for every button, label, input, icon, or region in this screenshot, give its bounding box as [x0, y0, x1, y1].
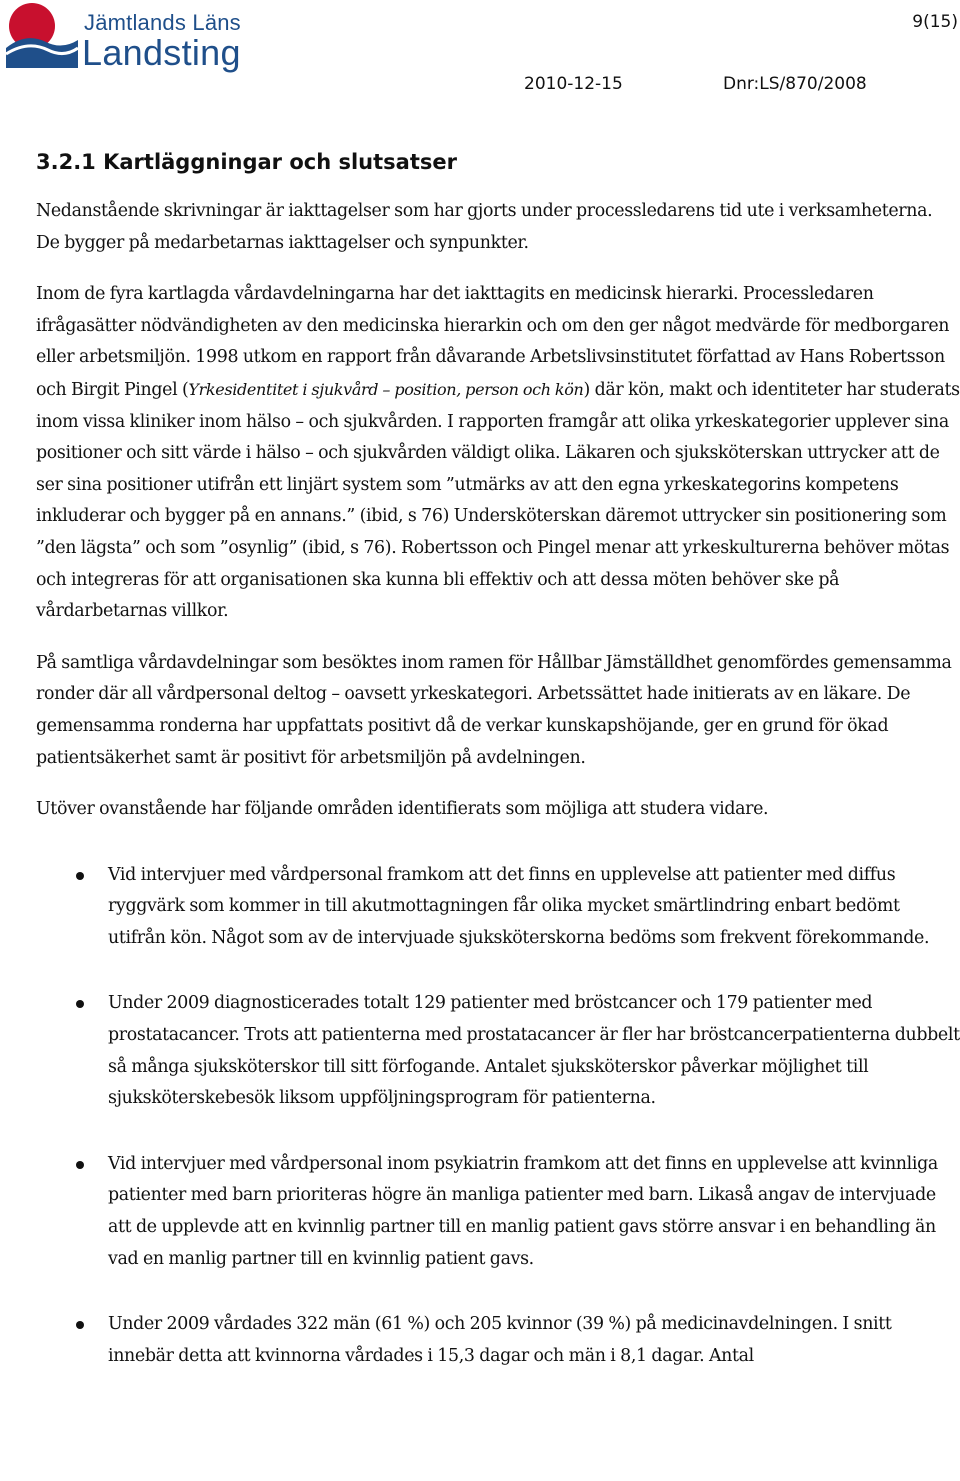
list-item [36, 988, 960, 1114]
document-reference: Dnr:LS/870/2008 [723, 74, 867, 94]
bullet-icon [76, 1161, 84, 1169]
list-item [36, 1149, 960, 1275]
logo-text-line1: Jämtlands Läns [84, 10, 241, 35]
report-title-italic: Yrkesidentitet i sjukvård – position, person och kön [188, 379, 584, 399]
paragraph-intro: Nedanstående skrivningar är iakttagelser som har gjorts under processledarens tid ute i verksamheterna. De bygger på medarbetarnas iakttagelser och synpunkter. [36, 201, 933, 253]
list-item-text: Vid intervjuer med vårdpersonal inom psykiatrin framkom att det finns en upplevelse att kvinnliga patienter med barn prioriteras högre än manliga patienter med barn. Likaså angav de intervjuade att de upplevde att en kvinnlig partner till en manlig patient gavs större ansvar i en behandling än vad en manlig partner till en kvinnlig patient gavs. [108, 1153, 938, 1269]
paragraph-hierarchy-text-after: ) där kön, makt och identiteter har studerats inom vissa kliniker inom hälso – och sjukvården. I rapporten framgår att olika yrkeskategorier upplever sina positioner och sitt värde i hälso – och sjukvården väldigt olika. Läkaren och sjuksköterskan uttrycker att de ser sina positioner utifrån ett linjärt system som ”utmärks av att den egna yrkeskategorins kompetens inkluderar och bygger på en annans.” (ibid, s 76) Undersköterskan däremot uttrycker sin positionering som ”den lägsta” och som ”osynlig” (ibid, s 76). Robertsson och Pingel menar att yrkeskulturerna behöver mötas och integreras för att organisationen ska kunna bli effektiv och att dessa möten behöver ske på vårdarbetarnas villkor. [36, 379, 960, 622]
logo-mark-icon [6, 2, 78, 68]
page-header [0, 0, 960, 110]
landsting-logo [6, 2, 246, 72]
findings-list [36, 860, 960, 1373]
paragraph-rounds: På samtliga vårdavdelningar som besöktes inom ramen för Hållbar Jämställdhet genomfördes gemensamma ronder där all vårdpersonal deltog – oavsett yrkeskategori. Arbetssättet hade initierats av en läkare. De gemensamma ronderna har uppfattats positivt då de verkar kunskapshöjande, ger en grund för ökad patientsäkerhet samt är positivt för arbetsmiljön på avdelningen. [36, 652, 952, 768]
list-item-text: Under 2009 diagnosticerades totalt 129 patienter med bröstcancer och 179 patienter med prostatacancer. Trots att patienterna med prostatacancer är fler har bröstcancerpatienterna dubbelt så många sjuksköterskor till sitt förfogande. Antalet sjuksköterskor påverkar möjlighet till sjuksköterskebesök liksom uppföljningsprogram för patienterna. [108, 993, 960, 1109]
bullet-icon [76, 872, 84, 880]
section-heading: 3.2.1 Kartläggningar och slutsatser [36, 150, 457, 174]
document-date: 2010-12-15 [524, 74, 623, 94]
document-body [36, 150, 960, 1406]
bullet-icon [76, 1000, 84, 1008]
logo-text-line2: Landsting [82, 32, 241, 73]
list-item-text: Vid intervjuer med vårdpersonal framkom att det finns en upplevelse att patienter med diffus ryggvärk som kommer in till akutmottagningen får olika mycket smärtlindring enbart bedömt utifrån kön. Något som av de intervjuade sjuksköterskorna bedöms som frekvent förekommande. [108, 864, 930, 948]
paragraph-hierarchy [36, 279, 960, 628]
paragraph-hierarchy-text-before: Inom de fyra kartlagda vårdavdelningarna har det iakttagits en medicinsk hierarki. Processledaren ifrågasätter nödvändigheten av den medicinska hierarkin och om den ger något medvärde för medborgaren eller arbetsmiljön. 1998 utkom en rapport från dåvarande Arbetslivsinstitutet författad av Hans Robertsson och Birgit Pingel ( [36, 284, 950, 400]
page-number: 9(15) [912, 12, 958, 32]
paragraph-further-study: Utöver ovanstående har följande områden identifierats som möjliga att studera vidare. [36, 799, 769, 820]
list-item [36, 1309, 960, 1372]
bullet-icon [76, 1321, 84, 1329]
list-item-text: Under 2009 vårdades 322 män (61 %) och 205 kvinnor (39 %) på medicinavdelningen. I snitt innebär detta att kvinnorna vårdades i 15,3 dagar och män i 8,1 dagar. Antal [108, 1314, 892, 1366]
list-item [36, 860, 960, 955]
